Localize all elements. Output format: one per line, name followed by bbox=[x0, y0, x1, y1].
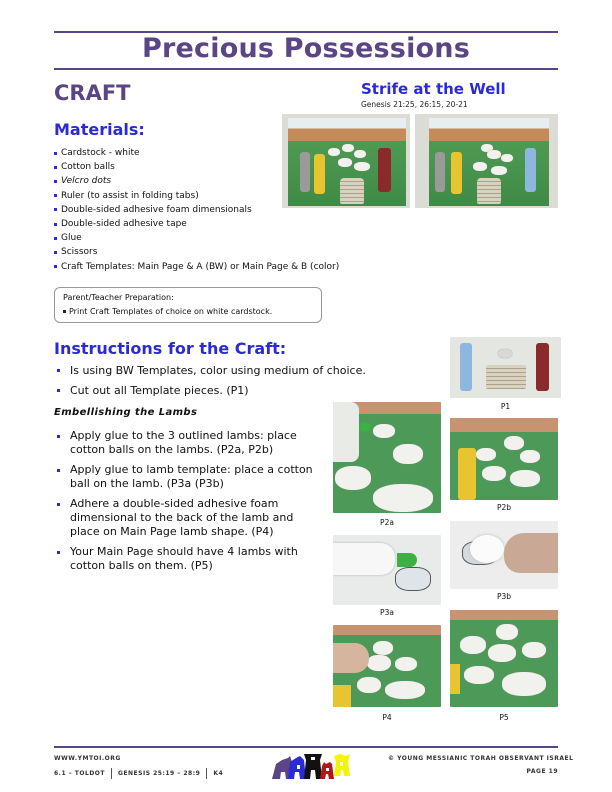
caption-p2a: P2a bbox=[380, 518, 394, 527]
step-photo-p3b bbox=[450, 521, 558, 589]
caption-p3a: P3a bbox=[380, 608, 394, 617]
footer-lesson-info: 6.1 – TOLDOT GENESIS 25:19 – 28:9 K4 bbox=[54, 770, 224, 777]
footer-copyright: © YOUNG MESSIANIC TORAH OBSERVANT ISRAEL bbox=[388, 755, 574, 762]
footer-website-link[interactable]: WWW.YMTOI.ORG bbox=[54, 755, 121, 762]
bullet-icon bbox=[63, 310, 66, 313]
list-item: Double-sided adhesive foam dimensionals bbox=[54, 203, 339, 217]
list-item: Glue bbox=[54, 231, 339, 245]
bullet-icon bbox=[54, 251, 57, 254]
bullet-icon bbox=[54, 152, 57, 155]
preparation-item: Print Craft Templates of choice on white cardstock. bbox=[63, 305, 313, 319]
caption-p1: P1 bbox=[500, 402, 511, 411]
preparation-label: Parent/Teacher Preparation: bbox=[63, 293, 174, 302]
list-item: Adhere a double-sided adhesive foam dimensional to the back of the lamb and place on Main Page lamb shape. (P4) bbox=[54, 497, 326, 539]
caption-p3b: P3b bbox=[496, 592, 512, 601]
step-photo-p3a bbox=[333, 535, 441, 605]
list-item: Double-sided adhesive tape bbox=[54, 217, 339, 231]
list-item: Craft Templates: Main Page & A (BW) or Main Page & B (color) bbox=[54, 260, 339, 274]
bullet-icon bbox=[57, 369, 60, 372]
list-item: Cotton balls bbox=[54, 160, 339, 174]
bullet-icon bbox=[54, 180, 57, 183]
step-photo-p2b bbox=[450, 418, 558, 500]
bullet-icon bbox=[57, 389, 60, 392]
bullet-icon bbox=[57, 435, 60, 438]
list-item: Ruler (to assist in folding tabs) bbox=[54, 189, 339, 203]
list-item: Cut out all Template pieces. (P1) bbox=[54, 383, 366, 398]
bullet-icon bbox=[57, 469, 60, 472]
header-rule-bottom bbox=[54, 68, 558, 70]
ymtoi-logo-icon bbox=[270, 752, 354, 780]
caption-p2b: P2b bbox=[496, 503, 512, 512]
section-heading-craft: CRAFT bbox=[54, 81, 131, 105]
footer-rule bbox=[54, 746, 558, 748]
bullet-icon bbox=[54, 194, 57, 197]
finished-craft-photo-2 bbox=[415, 114, 558, 208]
list-item: Velcro dots bbox=[54, 174, 339, 188]
bullet-icon bbox=[54, 265, 57, 268]
divider bbox=[111, 768, 112, 779]
caption-p4: P4 bbox=[382, 713, 392, 722]
bullet-icon bbox=[54, 223, 57, 226]
bullet-icon bbox=[54, 208, 57, 211]
bullet-icon bbox=[57, 551, 60, 554]
materials-heading: Materials: bbox=[54, 120, 145, 139]
list-item: Your Main Page should have 4 lambs with cotton balls on them. (P5) bbox=[54, 545, 326, 573]
page-number: PAGE 19 bbox=[526, 768, 558, 775]
list-item: Apply glue to the 3 outlined lambs: place cotton balls on the lambs. (P2a, P2b) bbox=[54, 429, 326, 457]
list-item: Cardstock - white bbox=[54, 146, 339, 160]
list-item: Is using BW Templates, color using medium of choice. bbox=[54, 363, 366, 378]
step-photo-p5 bbox=[450, 610, 558, 707]
story-title: Strife at the Well bbox=[361, 80, 506, 98]
bullet-icon bbox=[54, 166, 57, 169]
step-photo-p4 bbox=[333, 625, 441, 707]
instructions-list bbox=[54, 363, 366, 403]
divider bbox=[206, 768, 207, 779]
caption-p5: P5 bbox=[499, 713, 509, 722]
bullet-icon bbox=[54, 237, 57, 240]
bullet-icon bbox=[57, 503, 60, 506]
list-item: Apply glue to lamb template: place a cotton ball on the lamb. (P3a (P3b) bbox=[54, 463, 326, 491]
step-photo-p1 bbox=[450, 337, 561, 398]
list-item: Scissors bbox=[54, 245, 339, 259]
finished-craft-photo-1 bbox=[282, 114, 410, 208]
subsection-heading: Embellishing the Lambs bbox=[54, 407, 198, 418]
instructions-heading: Instructions for the Craft: bbox=[54, 339, 287, 358]
preparation-box bbox=[54, 287, 322, 323]
page-title: Precious Possessions bbox=[142, 33, 470, 64]
story-reference: Genesis 21:25, 26:15, 20-21 bbox=[361, 100, 468, 109]
lamb-steps-list bbox=[54, 429, 326, 579]
step-photo-p2a bbox=[333, 402, 441, 513]
